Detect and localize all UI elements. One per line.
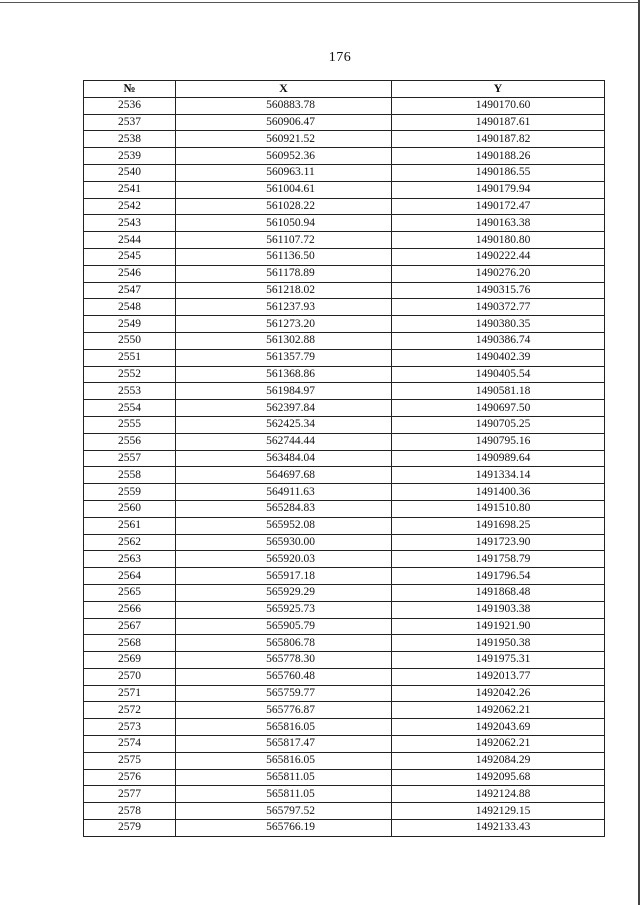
x-coordinate-cell: 561273.20: [176, 316, 392, 333]
point-number-cell: 2551: [84, 349, 176, 366]
x-coordinate-cell: 564697.68: [176, 467, 392, 484]
point-number-cell: 2554: [84, 400, 176, 417]
y-coordinate-cell: 1492129.15: [392, 803, 605, 820]
point-number-cell: 2561: [84, 517, 176, 534]
x-coordinate-cell: 565925.73: [176, 601, 392, 618]
point-number-cell: 2553: [84, 383, 176, 400]
y-coordinate-cell: 1492124.88: [392, 786, 605, 803]
point-number-cell: 2565: [84, 584, 176, 601]
table-row: [84, 164, 605, 181]
point-number-cell: 2576: [84, 769, 176, 786]
y-coordinate-cell: 1490180.80: [392, 232, 605, 249]
header-x: X: [176, 81, 392, 98]
y-coordinate-cell: 1490705.25: [392, 416, 605, 433]
table-row: [84, 517, 605, 534]
point-number-cell: 2543: [84, 215, 176, 232]
table-row: [84, 467, 605, 484]
table-row: [84, 534, 605, 551]
x-coordinate-cell: 561107.72: [176, 232, 392, 249]
header-y: Y: [392, 81, 605, 98]
table-row: [84, 752, 605, 769]
point-number-cell: 2542: [84, 198, 176, 215]
point-number-cell: 2559: [84, 484, 176, 501]
x-coordinate-cell: 561136.50: [176, 248, 392, 265]
y-coordinate-cell: 1490170.60: [392, 97, 605, 114]
point-number-cell: 2560: [84, 500, 176, 517]
y-coordinate-cell: 1492095.68: [392, 769, 605, 786]
x-coordinate-cell: 561050.94: [176, 215, 392, 232]
table-row: [84, 584, 605, 601]
table-row: [84, 568, 605, 585]
table-row: [84, 484, 605, 501]
y-coordinate-cell: 1490402.39: [392, 349, 605, 366]
x-coordinate-cell: 561984.97: [176, 383, 392, 400]
y-coordinate-cell: 1491796.54: [392, 568, 605, 585]
point-number-cell: 2539: [84, 148, 176, 165]
table-row: [84, 232, 605, 249]
x-coordinate-cell: 561004.61: [176, 181, 392, 198]
x-coordinate-cell: 565797.52: [176, 803, 392, 820]
point-number-cell: 2546: [84, 265, 176, 282]
x-coordinate-cell: 560921.52: [176, 131, 392, 148]
table-row: [84, 97, 605, 114]
y-coordinate-cell: 1492043.69: [392, 719, 605, 736]
table-row: [84, 769, 605, 786]
table-row: [84, 551, 605, 568]
x-coordinate-cell: 565759.77: [176, 685, 392, 702]
table-row: [84, 299, 605, 316]
point-number-cell: 2557: [84, 450, 176, 467]
x-coordinate-cell: 565929.29: [176, 584, 392, 601]
point-number-cell: 2547: [84, 282, 176, 299]
point-number-cell: 2579: [84, 820, 176, 837]
y-coordinate-cell: 1490276.20: [392, 265, 605, 282]
table-row: [84, 366, 605, 383]
table-row: [84, 316, 605, 333]
page-number: 176: [328, 50, 352, 65]
y-coordinate-cell: 1491698.25: [392, 517, 605, 534]
y-coordinate-cell: 1490372.77: [392, 299, 605, 316]
point-number-cell: 2537: [84, 114, 176, 131]
table-row: [84, 702, 605, 719]
top-border-line: [0, 2, 640, 3]
table-row: [84, 450, 605, 467]
point-number-cell: 2577: [84, 786, 176, 803]
y-coordinate-cell: 1491400.36: [392, 484, 605, 501]
x-coordinate-cell: 561368.86: [176, 366, 392, 383]
x-coordinate-cell: 561237.93: [176, 299, 392, 316]
x-coordinate-cell: 565920.03: [176, 551, 392, 568]
point-number-cell: 2564: [84, 568, 176, 585]
table-row: [84, 736, 605, 753]
point-number-cell: 2573: [84, 719, 176, 736]
table-row: [84, 500, 605, 517]
table-body: [84, 97, 605, 836]
y-coordinate-cell: 1490187.61: [392, 114, 605, 131]
table-row: [84, 114, 605, 131]
point-number-cell: 2574: [84, 736, 176, 753]
table-row: [84, 265, 605, 282]
y-coordinate-cell: 1490172.47: [392, 198, 605, 215]
table-row: [84, 635, 605, 652]
x-coordinate-cell: 565905.79: [176, 618, 392, 635]
y-coordinate-cell: 1490315.76: [392, 282, 605, 299]
table-row: [84, 282, 605, 299]
table-row: [84, 248, 605, 265]
x-coordinate-cell: 565776.87: [176, 702, 392, 719]
y-coordinate-cell: 1490405.54: [392, 366, 605, 383]
x-coordinate-cell: 562744.44: [176, 433, 392, 450]
header-number: №: [84, 81, 176, 98]
y-coordinate-cell: 1490386.74: [392, 332, 605, 349]
y-coordinate-cell: 1492062.21: [392, 702, 605, 719]
point-number-cell: 2569: [84, 652, 176, 669]
x-coordinate-cell: 565284.83: [176, 500, 392, 517]
x-coordinate-cell: 565817.47: [176, 736, 392, 753]
table-row: [84, 786, 605, 803]
coordinates-table: [83, 80, 605, 837]
y-coordinate-cell: 1490697.50: [392, 400, 605, 417]
table-row: [84, 383, 605, 400]
y-coordinate-cell: 1491758.79: [392, 551, 605, 568]
table-row: [84, 668, 605, 685]
y-coordinate-cell: 1490989.64: [392, 450, 605, 467]
point-number-cell: 2541: [84, 181, 176, 198]
y-coordinate-cell: 1491903.38: [392, 601, 605, 618]
table-row: [84, 618, 605, 635]
point-number-cell: 2571: [84, 685, 176, 702]
point-number-cell: 2562: [84, 534, 176, 551]
y-coordinate-cell: 1490187.82: [392, 131, 605, 148]
point-number-cell: 2544: [84, 232, 176, 249]
table-row: [84, 349, 605, 366]
point-number-cell: 2563: [84, 551, 176, 568]
x-coordinate-cell: 565930.00: [176, 534, 392, 551]
x-coordinate-cell: 561302.88: [176, 332, 392, 349]
x-coordinate-cell: 565778.30: [176, 652, 392, 669]
y-coordinate-cell: 1492133.43: [392, 820, 605, 837]
table-row: [84, 820, 605, 837]
x-coordinate-cell: 565952.08: [176, 517, 392, 534]
x-coordinate-cell: 563484.04: [176, 450, 392, 467]
table-row: [84, 215, 605, 232]
point-number-cell: 2555: [84, 416, 176, 433]
point-number-cell: 2567: [84, 618, 176, 635]
table-row: [84, 685, 605, 702]
y-coordinate-cell: 1490179.94: [392, 181, 605, 198]
point-number-cell: 2552: [84, 366, 176, 383]
table-row: [84, 433, 605, 450]
point-number-cell: 2549: [84, 316, 176, 333]
y-coordinate-cell: 1491510.80: [392, 500, 605, 517]
y-coordinate-cell: 1490186.55: [392, 164, 605, 181]
y-coordinate-cell: 1492062.21: [392, 736, 605, 753]
x-coordinate-cell: 562425.34: [176, 416, 392, 433]
point-number-cell: 2536: [84, 97, 176, 114]
table-row: [84, 719, 605, 736]
y-coordinate-cell: 1491921.90: [392, 618, 605, 635]
y-coordinate-cell: 1491334.14: [392, 467, 605, 484]
table-row: [84, 181, 605, 198]
y-coordinate-cell: 1492013.77: [392, 668, 605, 685]
point-number-cell: 2556: [84, 433, 176, 450]
table-row: [84, 400, 605, 417]
y-coordinate-cell: 1490163.38: [392, 215, 605, 232]
y-coordinate-cell: 1490795.16: [392, 433, 605, 450]
table-row: [84, 416, 605, 433]
x-coordinate-cell: 565760.48: [176, 668, 392, 685]
table-row: [84, 148, 605, 165]
table-row: [84, 601, 605, 618]
x-coordinate-cell: 560883.78: [176, 97, 392, 114]
x-coordinate-cell: 562397.84: [176, 400, 392, 417]
point-number-cell: 2558: [84, 467, 176, 484]
x-coordinate-cell: 565917.18: [176, 568, 392, 585]
x-coordinate-cell: 565811.05: [176, 786, 392, 803]
point-number-cell: 2566: [84, 601, 176, 618]
point-number-cell: 2575: [84, 752, 176, 769]
x-coordinate-cell: 560906.47: [176, 114, 392, 131]
table-row: [84, 803, 605, 820]
y-coordinate-cell: 1490380.35: [392, 316, 605, 333]
x-coordinate-cell: 561218.02: [176, 282, 392, 299]
header-row: [84, 81, 605, 98]
point-number-cell: 2568: [84, 635, 176, 652]
point-number-cell: 2578: [84, 803, 176, 820]
point-number-cell: 2538: [84, 131, 176, 148]
y-coordinate-cell: 1490188.26: [392, 148, 605, 165]
point-number-cell: 2570: [84, 668, 176, 685]
x-coordinate-cell: 564911.63: [176, 484, 392, 501]
x-coordinate-cell: 561357.79: [176, 349, 392, 366]
point-number-cell: 2550: [84, 332, 176, 349]
y-coordinate-cell: 1491975.31: [392, 652, 605, 669]
y-coordinate-cell: 1492084.29: [392, 752, 605, 769]
x-coordinate-cell: 561178.89: [176, 265, 392, 282]
table-row: [84, 198, 605, 215]
point-number-cell: 2572: [84, 702, 176, 719]
y-coordinate-cell: 1491723.90: [392, 534, 605, 551]
x-coordinate-cell: 565811.05: [176, 769, 392, 786]
x-coordinate-cell: 565816.05: [176, 752, 392, 769]
y-coordinate-cell: 1490581.18: [392, 383, 605, 400]
y-coordinate-cell: 1491950.38: [392, 635, 605, 652]
x-coordinate-cell: 565766.19: [176, 820, 392, 837]
x-coordinate-cell: 565806.78: [176, 635, 392, 652]
table-header: [84, 81, 605, 98]
table-row: [84, 332, 605, 349]
point-number-cell: 2540: [84, 164, 176, 181]
table-row: [84, 652, 605, 669]
y-coordinate-cell: 1492042.26: [392, 685, 605, 702]
x-coordinate-cell: 561028.22: [176, 198, 392, 215]
x-coordinate-cell: 565816.05: [176, 719, 392, 736]
y-coordinate-cell: 1490222.44: [392, 248, 605, 265]
x-coordinate-cell: 560963.11: [176, 164, 392, 181]
y-coordinate-cell: 1491868.48: [392, 584, 605, 601]
point-number-cell: 2545: [84, 248, 176, 265]
table-row: [84, 131, 605, 148]
point-number-cell: 2548: [84, 299, 176, 316]
x-coordinate-cell: 560952.36: [176, 148, 392, 165]
